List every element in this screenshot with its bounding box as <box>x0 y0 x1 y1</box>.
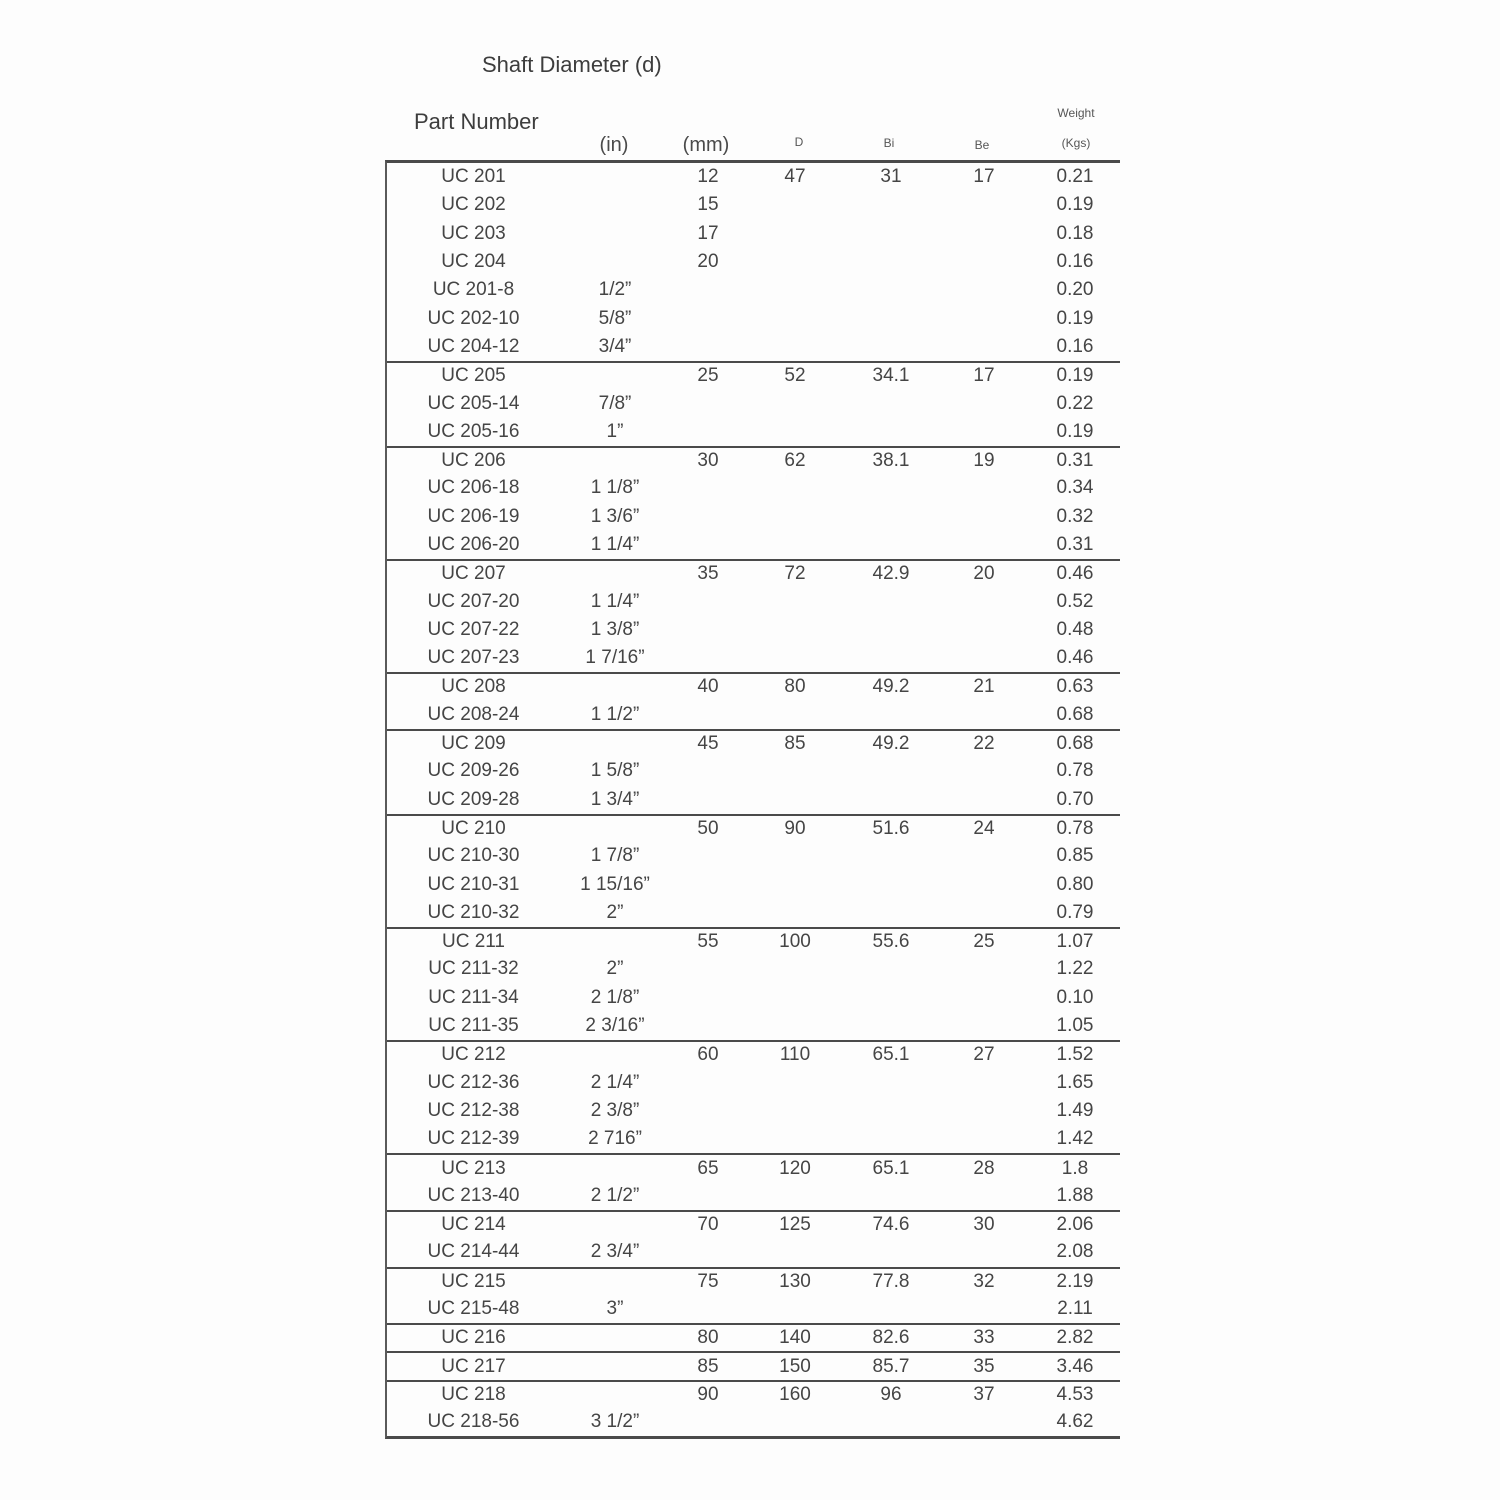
table-row <box>387 1380 1120 1408</box>
table-row <box>387 389 1120 417</box>
table-row <box>387 163 1120 191</box>
cell-kgs: 0.78 <box>1056 760 1094 782</box>
cell-bi: 49.2 <box>872 676 910 698</box>
cell-bi: 82.6 <box>872 1327 910 1349</box>
cell-mm: 55 <box>697 931 719 953</box>
cell-bi: 42.9 <box>872 563 910 585</box>
table-row <box>387 1408 1120 1436</box>
cell-kgs: 0.31 <box>1056 450 1094 472</box>
table-row <box>387 587 1120 615</box>
cell-part: UC 213 <box>441 1157 506 1179</box>
cell-d: 80 <box>784 676 806 698</box>
table-row <box>387 955 1120 983</box>
cell-d: 100 <box>779 931 811 953</box>
cell-part: UC 204-12 <box>427 335 520 357</box>
cell-kgs: 1.22 <box>1056 958 1094 980</box>
cell-in: 2” <box>606 901 624 923</box>
cell-kgs: 0.19 <box>1056 307 1094 329</box>
table-row <box>387 1040 1120 1068</box>
cell-in: 2 1/8” <box>590 986 640 1008</box>
cell-part: UC 207-20 <box>427 590 520 612</box>
cell-part: UC 212-39 <box>427 1128 520 1150</box>
table-row <box>387 220 1120 248</box>
cell-kgs: 0.70 <box>1056 788 1094 810</box>
table-row <box>387 1238 1120 1266</box>
cell-mm: 60 <box>697 1044 719 1066</box>
cell-part: UC 207-23 <box>427 647 520 669</box>
cell-part: UC 211-32 <box>428 958 519 980</box>
cell-part: UC 212-36 <box>427 1071 520 1093</box>
cell-mm: 90 <box>697 1383 719 1405</box>
cell-be: 28 <box>973 1157 995 1179</box>
table-row <box>387 304 1120 332</box>
cell-d: 130 <box>779 1270 811 1292</box>
table-row <box>387 984 1120 1012</box>
table-row <box>387 1153 1120 1181</box>
cell-kgs: 1.88 <box>1056 1184 1094 1206</box>
cell-kgs: 0.63 <box>1056 676 1094 698</box>
table-row <box>387 1182 1120 1210</box>
cell-mm: 50 <box>697 817 719 839</box>
cell-kgs: 2.06 <box>1056 1214 1094 1236</box>
cell-part: UC 208 <box>441 676 506 698</box>
cell-d: 47 <box>784 166 806 188</box>
table-row <box>387 531 1120 559</box>
column-header-in: (in) <box>599 134 629 156</box>
table-row <box>387 701 1120 729</box>
cell-bi: 49.2 <box>872 733 910 755</box>
cell-kgs: 0.21 <box>1056 166 1094 188</box>
table-row <box>387 1125 1120 1153</box>
cell-part: UC 211-35 <box>428 1015 519 1037</box>
cell-in: 1 1/4” <box>590 534 640 555</box>
cell-mm: 20 <box>697 251 719 273</box>
cell-be: 27 <box>973 1044 995 1066</box>
cell-bi: 38.1 <box>872 450 910 472</box>
cell-d: 52 <box>784 365 806 387</box>
cell-mm: 17 <box>697 222 719 244</box>
cell-d: 85 <box>784 733 806 755</box>
cell-mm: 75 <box>697 1270 719 1292</box>
cell-part: UC 208-24 <box>427 703 520 725</box>
cell-bi: 96 <box>880 1383 902 1405</box>
cell-d: 90 <box>784 817 806 839</box>
cell-part: UC 202 <box>441 194 506 216</box>
table-row <box>387 1012 1120 1040</box>
cell-be: 37 <box>973 1383 995 1405</box>
cell-be: 20 <box>973 563 995 585</box>
table-row <box>387 276 1120 304</box>
cell-bi: 65.1 <box>872 1157 910 1179</box>
cell-in: 2 1/4” <box>590 1071 640 1093</box>
cell-bi: 65.1 <box>872 1044 910 1066</box>
cell-be: 17 <box>973 166 995 188</box>
cell-part: UC 206 <box>441 450 506 472</box>
cell-be: 33 <box>973 1327 995 1349</box>
cell-d: 62 <box>784 450 806 472</box>
cell-mm: 65 <box>697 1157 719 1179</box>
cell-kgs: 0.19 <box>1056 365 1094 387</box>
cell-part: UC 205 <box>441 365 506 387</box>
cell-kgs: 0.48 <box>1056 618 1094 640</box>
cell-part: UC 214-44 <box>427 1241 520 1263</box>
table-row <box>387 248 1120 276</box>
cell-in: 1 3/4” <box>590 788 640 810</box>
cell-kgs: 1.52 <box>1056 1044 1094 1066</box>
cell-part: UC 204 <box>441 251 506 273</box>
cell-kgs: 1.8 <box>1061 1157 1089 1179</box>
table-row <box>387 927 1120 955</box>
table-row <box>387 474 1120 502</box>
cell-part: UC 206-18 <box>427 477 520 499</box>
cell-d: 120 <box>779 1157 811 1179</box>
column-header-bi: Bi <box>883 136 895 150</box>
cell-in: 5/8” <box>598 307 632 329</box>
cell-in: 1/2” <box>598 279 632 301</box>
cell-kgs: 0.85 <box>1056 845 1094 867</box>
cell-in: 1 3/6” <box>590 505 640 527</box>
cell-part: UC 216 <box>441 1327 506 1349</box>
table-row <box>387 361 1120 389</box>
cell-kgs: 0.31 <box>1056 534 1094 555</box>
cell-part: UC 217 <box>441 1355 506 1377</box>
cell-kgs: 1.07 <box>1056 931 1094 953</box>
cell-be: 35 <box>973 1355 995 1377</box>
cell-kgs: 1.42 <box>1056 1128 1094 1150</box>
cell-mm: 35 <box>697 563 719 585</box>
table-row <box>387 1323 1120 1351</box>
cell-kgs: 0.16 <box>1056 335 1094 357</box>
cell-mm: 15 <box>697 194 719 216</box>
cell-part: UC 211 <box>441 931 505 953</box>
column-header-mm: (mm) <box>682 134 730 156</box>
cell-part: UC 212 <box>441 1044 506 1066</box>
cell-kgs: 1.49 <box>1056 1099 1094 1121</box>
cell-in: 3/4” <box>598 335 632 357</box>
cell-in: 2 3/8” <box>590 1099 640 1121</box>
table-row <box>387 616 1120 644</box>
cell-kgs: 0.68 <box>1056 733 1094 755</box>
column-header-kgs: (Kgs) <box>1061 136 1091 150</box>
cell-bi: 77.8 <box>872 1270 910 1292</box>
cell-kgs: 0.10 <box>1056 986 1094 1008</box>
table-row <box>387 1295 1120 1323</box>
cell-in: 2 716” <box>588 1128 642 1150</box>
parts-table <box>385 160 1120 1439</box>
cell-kgs: 0.19 <box>1056 420 1094 442</box>
table-row <box>387 446 1120 474</box>
cell-in: 1 7/16” <box>585 647 645 669</box>
cell-in: 1” <box>606 420 624 442</box>
cell-part: UC 205-16 <box>427 420 520 442</box>
cell-be: 17 <box>973 365 995 387</box>
cell-d: 140 <box>779 1327 811 1349</box>
cell-bi: 34.1 <box>872 365 910 387</box>
cell-part: UC 207-22 <box>427 618 520 640</box>
cell-kgs: 0.22 <box>1056 392 1094 414</box>
table-row <box>387 644 1120 672</box>
cell-in: 1 3/8” <box>590 618 640 640</box>
cell-kgs: 4.62 <box>1056 1411 1094 1433</box>
cell-kgs: 2.11 <box>1057 1298 1093 1320</box>
cell-kgs: 2.82 <box>1056 1327 1094 1349</box>
cell-in: 1 5/8” <box>590 760 640 782</box>
cell-kgs: 0.68 <box>1056 703 1094 725</box>
table-row <box>387 559 1120 587</box>
cell-kgs: 2.08 <box>1056 1241 1094 1263</box>
cell-part: UC 215 <box>441 1270 506 1292</box>
cell-kgs: 1.05 <box>1056 1015 1094 1037</box>
column-header-d: D <box>794 135 804 149</box>
cell-in: 1 1/2” <box>590 703 640 725</box>
cell-mm: 85 <box>697 1355 719 1377</box>
cell-in: 7/8” <box>598 392 632 414</box>
cell-be: 32 <box>973 1270 995 1292</box>
cell-part: UC 210-30 <box>427 845 520 867</box>
cell-in: 2 1/2” <box>590 1184 640 1206</box>
cell-bi: 51.6 <box>872 817 910 839</box>
cell-part: UC 201-8 <box>432 279 515 301</box>
cell-kgs: 0.19 <box>1056 194 1094 216</box>
table-row <box>387 1069 1120 1097</box>
cell-kgs: 2.19 <box>1056 1270 1094 1292</box>
cell-part: UC 214 <box>441 1214 506 1236</box>
cell-in: 1 15/16” <box>580 873 650 895</box>
cell-mm: 30 <box>697 450 719 472</box>
cell-d: 160 <box>779 1383 811 1405</box>
cell-be: 22 <box>973 733 995 755</box>
cell-part: UC 210 <box>441 817 506 839</box>
cell-kgs: 0.32 <box>1056 505 1094 527</box>
table-row <box>387 503 1120 531</box>
cell-in: 3 1/2” <box>590 1411 640 1433</box>
cell-in: 2 3/16” <box>585 1015 645 1037</box>
table-row <box>387 757 1120 785</box>
cell-bi: 31 <box>880 166 902 188</box>
cell-d: 72 <box>784 563 806 585</box>
cell-mm: 25 <box>697 365 719 387</box>
cell-bi: 85.7 <box>872 1355 910 1377</box>
column-header-weight: Weight <box>1057 106 1095 120</box>
cell-part: UC 212-38 <box>427 1099 520 1121</box>
cell-part: UC 209-26 <box>427 760 520 782</box>
cell-in: 1 7/8” <box>590 845 640 867</box>
cell-d: 150 <box>779 1355 811 1377</box>
cell-part: UC 218-56 <box>427 1411 520 1433</box>
cell-part: UC 205-14 <box>427 392 520 414</box>
cell-part: UC 207 <box>441 563 506 585</box>
cell-part: UC 218 <box>441 1383 506 1405</box>
cell-in: 2” <box>606 958 624 980</box>
cell-kgs: 0.46 <box>1056 563 1094 585</box>
cell-kgs: 0.18 <box>1056 222 1094 244</box>
cell-mm: 70 <box>697 1214 719 1236</box>
table-row <box>387 191 1120 219</box>
cell-in: 2 3/4” <box>590 1241 640 1263</box>
table-row <box>387 418 1120 446</box>
column-header-part-number: Part Number <box>414 109 539 134</box>
cell-part: UC 215-48 <box>427 1298 520 1320</box>
cell-bi: 74.6 <box>872 1214 910 1236</box>
table-row <box>387 870 1120 898</box>
cell-be: 30 <box>973 1214 995 1236</box>
cell-part: UC 210-31 <box>427 873 520 895</box>
page-title: Shaft Diameter (d) <box>482 52 662 77</box>
cell-in: 1 1/8” <box>590 477 640 499</box>
cell-be: 19 <box>973 450 995 472</box>
cell-part: UC 211-34 <box>428 986 519 1008</box>
cell-d: 125 <box>779 1214 811 1236</box>
cell-mm: 12 <box>697 166 719 188</box>
cell-mm: 80 <box>697 1327 719 1349</box>
cell-kgs: 1.65 <box>1056 1071 1094 1093</box>
cell-part: UC 213-40 <box>427 1184 520 1206</box>
cell-part: UC 201 <box>441 166 506 188</box>
column-header-be: Be <box>974 138 990 152</box>
table-row <box>387 1097 1120 1125</box>
cell-kgs: 0.78 <box>1056 817 1094 839</box>
table-row <box>387 672 1120 700</box>
cell-kgs: 3.46 <box>1056 1355 1094 1377</box>
cell-part: UC 202-10 <box>427 307 520 329</box>
table-row <box>387 899 1120 927</box>
cell-part: UC 209 <box>441 733 506 755</box>
cell-be: 25 <box>973 931 995 953</box>
cell-part: UC 209-28 <box>427 788 520 810</box>
table-row <box>387 786 1120 814</box>
cell-kgs: 0.34 <box>1056 477 1094 499</box>
cell-part: UC 206-19 <box>427 505 520 527</box>
cell-kgs: 0.80 <box>1056 873 1094 895</box>
cell-kgs: 0.16 <box>1056 251 1094 273</box>
cell-kgs: 0.79 <box>1056 901 1094 923</box>
table-row <box>387 729 1120 757</box>
cell-kgs: 4.53 <box>1056 1383 1094 1405</box>
cell-be: 24 <box>973 817 995 839</box>
cell-part: UC 203 <box>441 222 506 244</box>
cell-kgs: 0.46 <box>1056 647 1094 669</box>
cell-bi: 55.6 <box>872 931 910 953</box>
table-row <box>387 842 1120 870</box>
cell-mm: 45 <box>697 733 719 755</box>
cell-mm: 40 <box>697 676 719 698</box>
cell-part: UC 206-20 <box>427 534 520 555</box>
table-row <box>387 1210 1120 1238</box>
cell-be: 21 <box>973 676 995 698</box>
cell-in: 3” <box>606 1298 624 1320</box>
cell-kgs: 0.52 <box>1056 590 1094 612</box>
table-row <box>387 1267 1120 1295</box>
cell-d: 110 <box>779 1044 811 1066</box>
table-row <box>387 1351 1120 1379</box>
table-row <box>387 333 1120 361</box>
cell-part: UC 210-32 <box>427 901 520 923</box>
cell-in: 1 1/4” <box>590 590 640 612</box>
cell-kgs: 0.20 <box>1056 279 1094 301</box>
table-row <box>387 814 1120 842</box>
